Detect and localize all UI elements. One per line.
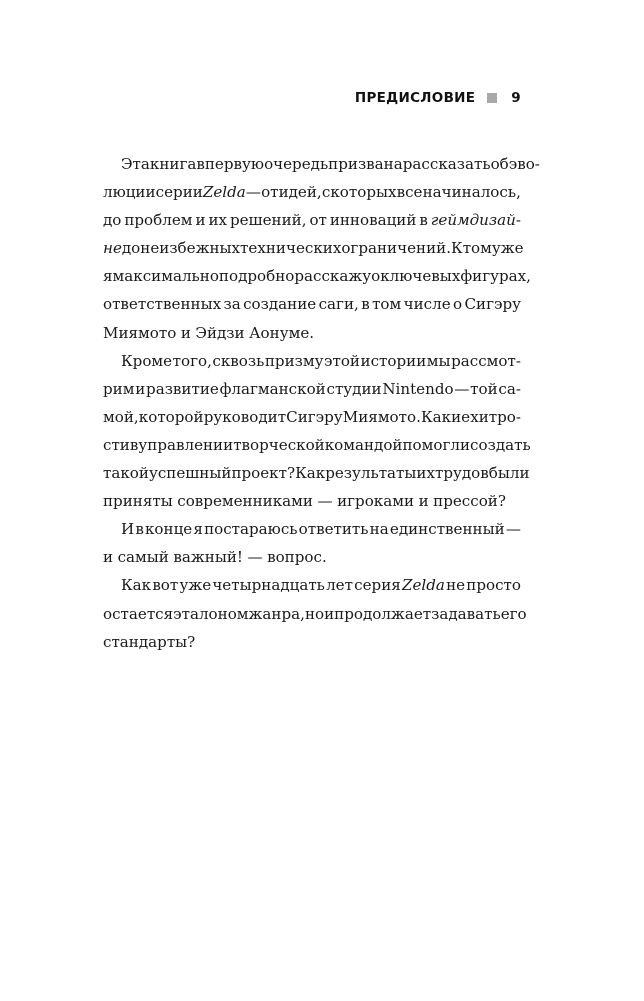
word: стандарты? (103, 632, 196, 651)
word: Эта (121, 155, 150, 173)
word: все (396, 183, 423, 202)
word: самый (117, 548, 169, 567)
word: не (446, 576, 466, 595)
word: я (103, 267, 113, 286)
word: об (490, 155, 509, 173)
word: фигурах, (460, 267, 531, 286)
word: я (193, 520, 203, 539)
word: Сигэру (286, 407, 343, 426)
word: Как (121, 576, 152, 595)
word: его (500, 604, 527, 623)
word: и (135, 379, 146, 398)
word: такой (103, 464, 149, 483)
word: которой (138, 407, 204, 426)
word: серия (354, 576, 401, 595)
word: — (505, 520, 521, 539)
word: тому (462, 239, 501, 258)
word: остается (103, 604, 174, 623)
word: рассказать (402, 155, 491, 173)
word: же (500, 239, 524, 258)
word: ответственных (103, 295, 222, 314)
text-line (103, 262, 531, 290)
word: единственный (389, 520, 505, 539)
word: приняты (103, 492, 173, 511)
word: но (304, 604, 325, 623)
word: начиналось, (422, 183, 521, 202)
text-line (103, 543, 521, 571)
word: создание (243, 295, 317, 314)
word: с (321, 183, 331, 202)
word: за (223, 295, 241, 314)
word: ключевых (380, 267, 461, 286)
word: и (418, 492, 429, 511)
word: которых (330, 183, 397, 202)
text-line (103, 319, 521, 347)
word: книга (149, 155, 197, 173)
word: вопрос. (267, 548, 327, 567)
word: творческой (233, 435, 325, 454)
word: рассмот- (451, 351, 521, 370)
word: призму (264, 351, 324, 370)
text-line (103, 600, 527, 628)
word: и (103, 548, 114, 567)
word: серии (155, 183, 203, 202)
word: современниками (177, 492, 313, 511)
text-line (103, 571, 521, 599)
word: важный! (173, 548, 243, 567)
word: и (180, 323, 191, 342)
word: — (454, 379, 470, 398)
word: в (129, 435, 139, 454)
word: Какие (421, 407, 471, 426)
word: первую (204, 155, 265, 173)
word: очередь (264, 155, 329, 173)
word: Сигэру (464, 295, 521, 314)
text-line (103, 178, 521, 206)
word: Как (295, 464, 326, 483)
text-line (103, 403, 521, 431)
word: их (208, 211, 228, 230)
word: на (369, 520, 389, 539)
word: саги, (318, 295, 359, 314)
italic-word: не (103, 239, 122, 258)
word: рим (103, 379, 135, 398)
word: эталоном (173, 604, 249, 623)
word: числе (403, 295, 451, 314)
word: задавать (431, 604, 501, 623)
word: студии (326, 379, 382, 398)
text-line (103, 459, 530, 487)
word: — (245, 183, 261, 202)
word: и (324, 604, 335, 623)
word: Миямото (103, 323, 177, 342)
word: о (453, 295, 463, 314)
word: — (317, 492, 333, 511)
word: создать (470, 435, 531, 454)
word: Nintendo (382, 379, 454, 398)
page-number: 9 (511, 90, 521, 106)
word: до (121, 239, 141, 258)
text-line (103, 487, 521, 515)
word: том (372, 295, 402, 314)
word: от (309, 211, 327, 230)
square-separator-icon (487, 93, 497, 103)
word: того, (172, 351, 212, 370)
word: в (419, 211, 428, 230)
word: Кроме (121, 351, 173, 370)
word: са- (498, 379, 521, 398)
text-line (103, 375, 521, 403)
word: неизбежных (140, 239, 241, 258)
paragraph (103, 347, 531, 516)
word: игроками (337, 492, 415, 511)
word: проект? (231, 464, 296, 483)
word: в (135, 520, 144, 539)
word: Миямото. (342, 407, 421, 426)
text-line (103, 234, 524, 262)
italic-word: геймдизай- (430, 211, 521, 230)
section-title: ПРЕДИСЛОВИЕ (354, 90, 476, 106)
word: четырнадцать (212, 576, 325, 595)
word: мой, (103, 407, 139, 426)
word: развитие (146, 379, 219, 398)
word: уже (179, 576, 212, 595)
word: хитро- (470, 407, 521, 426)
word: призвана (328, 155, 403, 173)
word: максимально (112, 267, 219, 286)
word: руководит (203, 407, 287, 426)
italic-word: Zelda (202, 183, 246, 202)
word: подробно (218, 267, 295, 286)
word: этой (324, 351, 360, 370)
word: до (103, 211, 122, 230)
word: лет (326, 576, 353, 595)
word: истории (360, 351, 427, 370)
word: проблем (124, 211, 193, 230)
body-text (103, 150, 540, 656)
text-line (103, 431, 531, 459)
word: прессой? (433, 492, 506, 511)
word: от (261, 183, 279, 202)
word: И (121, 520, 135, 539)
word: той (470, 379, 498, 398)
word: просто (466, 576, 521, 595)
word: постараюсь (204, 520, 298, 539)
word: и (195, 211, 206, 230)
word: результаты (325, 464, 417, 483)
word: ответить (298, 520, 369, 539)
word: конце (144, 520, 193, 539)
word: вот (152, 576, 179, 595)
word: трудов (435, 464, 489, 483)
word: флагманской (219, 379, 326, 398)
word: продолжает (334, 604, 432, 623)
word: в (196, 155, 205, 173)
word: Эйдзи (195, 323, 245, 342)
text-line (103, 628, 521, 656)
word: — (247, 548, 263, 567)
word: в (361, 295, 370, 314)
word: управлении (138, 435, 234, 454)
word: расскажу (294, 267, 372, 286)
paragraph (103, 150, 540, 347)
text-line (103, 290, 521, 318)
word: сквозь (212, 351, 265, 370)
word: эво- (508, 155, 540, 173)
text-line (103, 347, 521, 375)
word: их (416, 464, 435, 483)
word: люции (103, 183, 156, 202)
word: К (451, 239, 463, 258)
word: Аонуме. (249, 323, 315, 342)
paragraph (103, 571, 527, 655)
text-line (103, 515, 521, 543)
text-line (103, 150, 540, 178)
word: мы (426, 351, 451, 370)
word: помогли (402, 435, 471, 454)
running-header (355, 90, 521, 106)
word: инноваций (329, 211, 417, 230)
word: идей, (278, 183, 322, 202)
word: решений, (229, 211, 307, 230)
word: командой (324, 435, 403, 454)
text-line (103, 206, 521, 234)
word: о (371, 267, 381, 286)
paragraph (103, 515, 521, 571)
italic-word: Zelda (401, 576, 445, 595)
word: сти (103, 435, 130, 454)
word: успешный (148, 464, 232, 483)
word: жанра, (248, 604, 305, 623)
word: были (488, 464, 530, 483)
word: ограничений. (341, 239, 452, 258)
word: технических (240, 239, 342, 258)
